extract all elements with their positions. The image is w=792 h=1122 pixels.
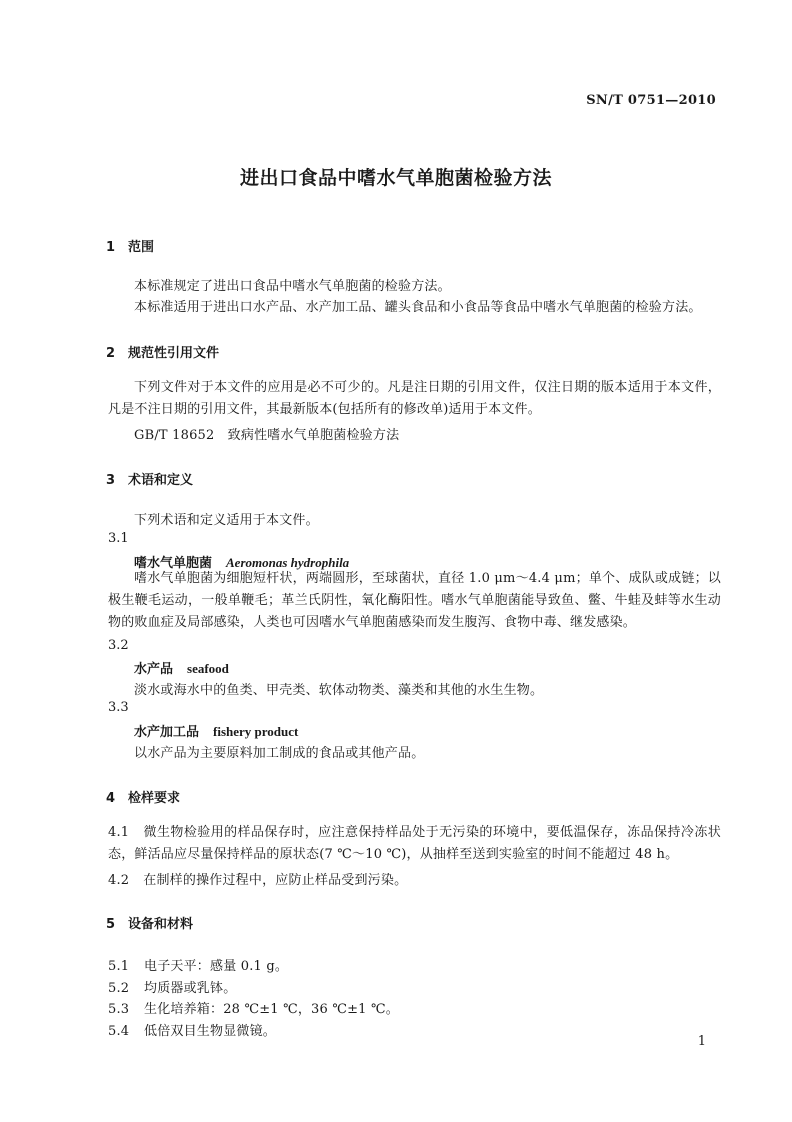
term-chinese: 水产加工品 [134,725,200,740]
term-english: fishery product [213,724,299,739]
term-3-3-name [134,721,298,740]
term-3-2-definition: 淡水或海水中的鱼类、甲壳类、软体动物类、藻类和其他的水生生物。 [134,683,544,698]
section-title: 检样要求 [128,791,181,806]
equipment-item [108,977,236,996]
clause-4-2 [108,869,407,888]
document-title: 进出口食品中嗜水气单胞菌检验方法 [239,167,552,189]
term-3-2-number: 3.2 [108,638,129,653]
equipment-item [108,998,399,1017]
section-1-paragraph-2: 本标准适用于进出口水产品、水产加工品、罐头食品和小食品等食品中嗜水气单胞菌的检验方法。 [134,300,702,315]
section-title: 设备和材料 [128,917,194,932]
section-1-heading [106,236,154,255]
standard-code: SN/T 0751—2010 [586,93,716,108]
term-3-1-definition: 嗜水气单胞菌为细胞短杆状，两端圆形，至球菌状，直径 1.0 μm～4.4 μm；单个、成队或成链；以极生鞭毛运动，一般单鞭毛；革兰氏阴性，氧化酶阳性。嗜水气单胞菌能导致鱼、鳖、牛蛙及蚌等水生动物的败血症及局部感染，人类也可因嗜水气单胞菌感染而发生腹泻、食物中毒、继发感染。 [108,571,721,630]
term-english: Aeromonas hydrophila [226,555,350,570]
item-text: 低倍双目生物显微镜。 [144,1024,277,1039]
section-3-intro: 下列术语和定义适用于本文件。 [134,513,319,528]
item-text: 生化培养箱：28 ℃±1 ℃，36 ℃±1 ℃。 [144,1002,399,1017]
section-number: 3 [106,473,116,488]
section-3-heading [106,469,193,488]
equipment-item [108,1020,276,1039]
clause-number: 4.2 [108,873,130,888]
normative-reference: GB/T 18652 致病性嗜水气单胞菌检验方法 [134,428,400,443]
clause-4-1 [108,822,721,866]
section-number: 5 [106,917,116,932]
equipment-item [108,955,288,974]
section-4-heading [106,787,180,806]
term-3-2-name [134,658,229,677]
term-chinese: 水产品 [134,662,174,677]
item-text: 均质器或乳钵。 [144,981,237,996]
section-title: 范围 [128,240,155,255]
item-number: 5.3 [108,1002,130,1017]
term-english: seafood [187,661,229,676]
clause-text: 在制样的操作过程中，应防止样品受到污染。 [143,873,408,888]
section-number: 4 [106,791,116,806]
section-number: 2 [106,346,116,361]
section-title: 规范性引用文件 [128,346,220,361]
item-number: 5.1 [108,959,130,974]
term-3-3-definition: 以水产品为主要原料加工制成的食品或其他产品。 [134,746,425,761]
clause-text: 微生物检验用的样品保存时，应注意保持样品处于无污染的环境中，要低温保存，冻品保持冷冻状态，鲜活品应尽量保持样品的原状态(7 ℃～10 ℃)，从抽样至送到实验室的时间不能超过 48 h。 [108,825,721,862]
section-2-paragraph: 下列文件对于本文件的应用是必不可少的。凡是注日期的引用文件，仅注日期的版本适用于本文件，凡是不注日期的引用文件，其最新版本(包括所有的修改单)适用于本文件。 [108,380,721,417]
clause-number: 4.1 [108,825,130,840]
item-text: 电子天平：感量 0.1 g。 [144,959,289,974]
section-5-heading [106,913,193,932]
section-1-paragraph-1: 本标准规定了进出口食品中嗜水气单胞菌的检验方法。 [134,279,451,294]
section-title: 术语和定义 [128,473,194,488]
item-number: 5.4 [108,1024,130,1039]
section-2-heading [106,342,219,361]
term-3-3-number: 3.3 [108,700,129,715]
term-3-1-number: 3.1 [108,531,129,546]
section-number: 1 [106,240,116,255]
page-number: 1 [697,1034,706,1049]
term-chinese: 嗜水气单胞菌 [134,556,213,571]
item-number: 5.2 [108,981,130,996]
